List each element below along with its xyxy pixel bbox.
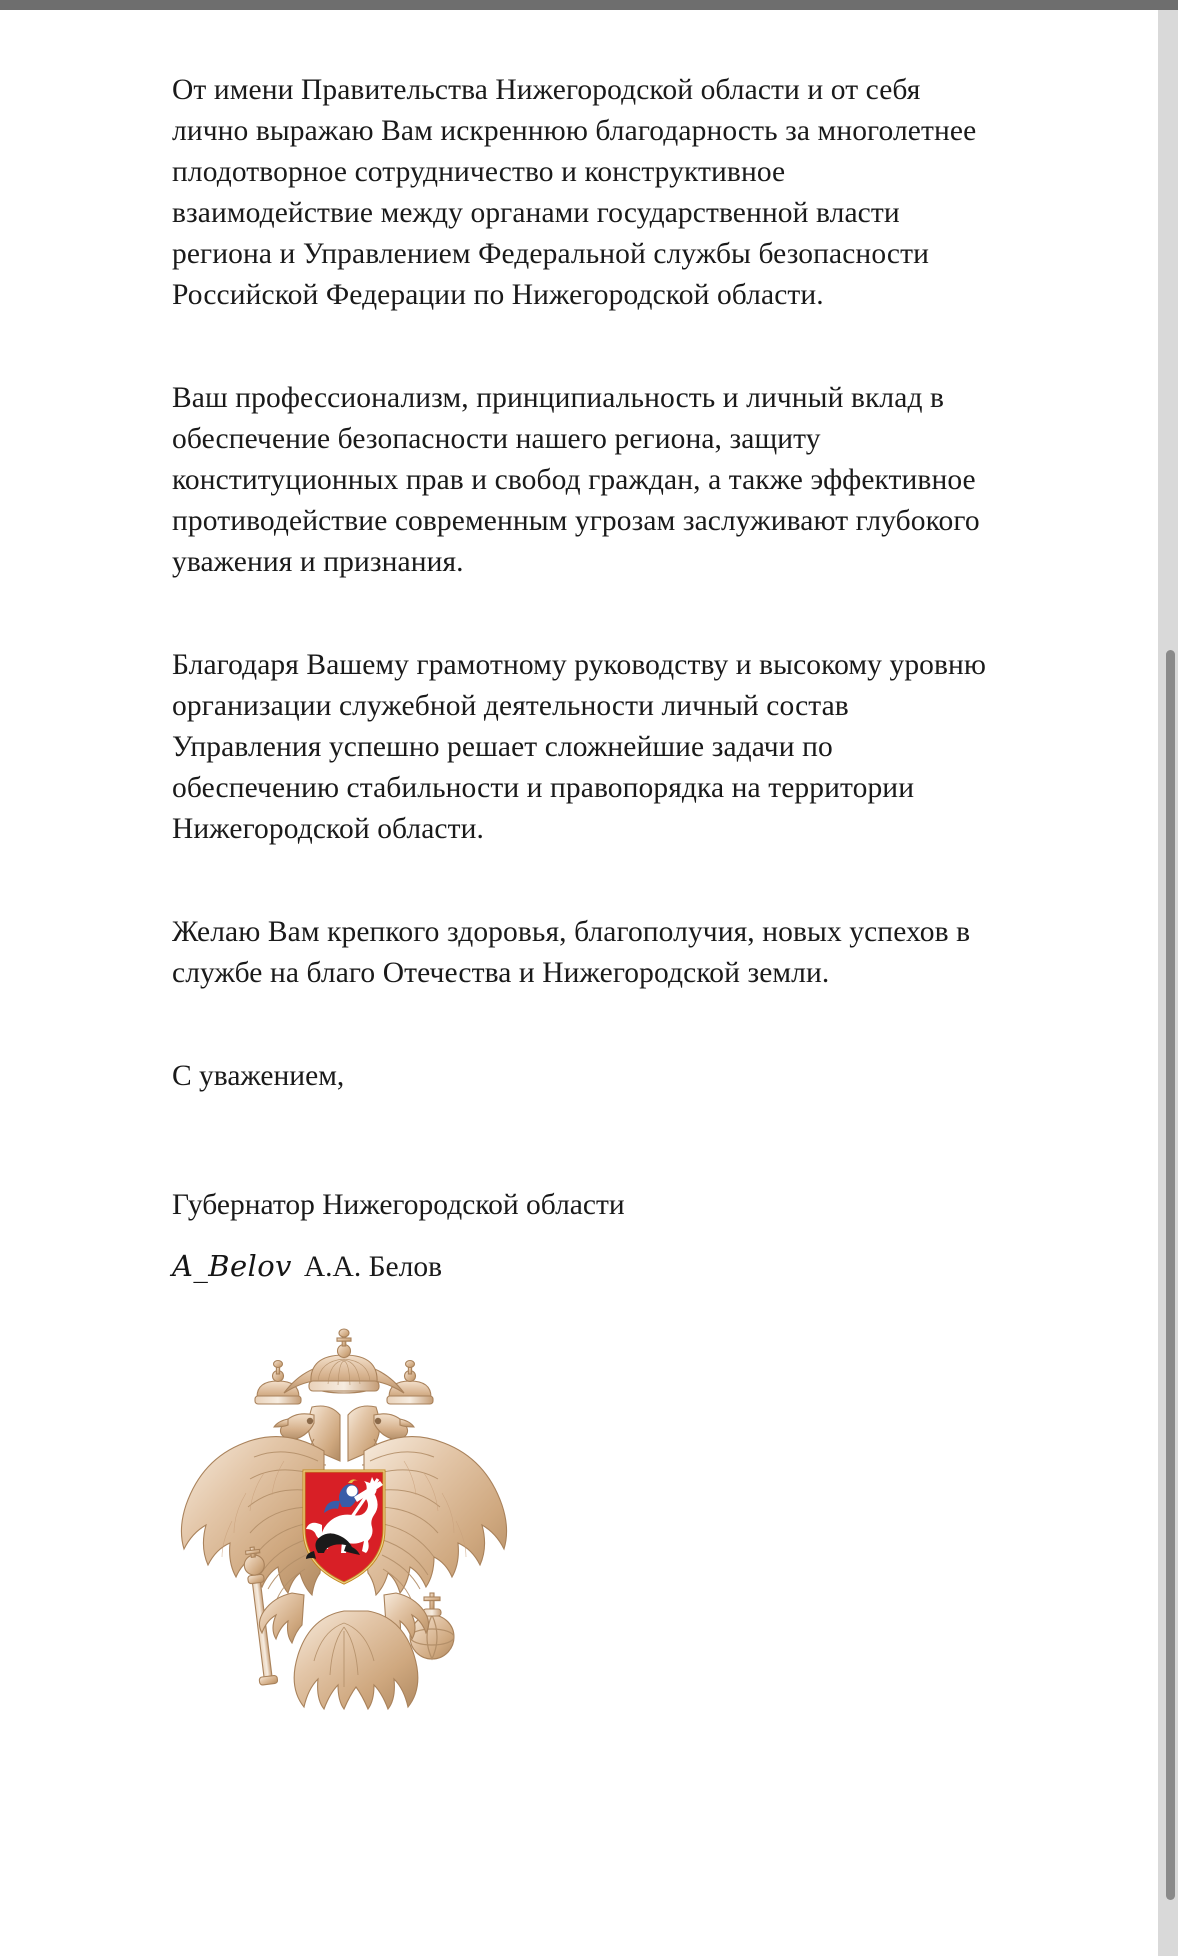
document-page (0, 10, 1158, 1956)
paragraph-4: Желаю Вам крепкого здоровья, благополучия, новых успехов в службе на благо Отечества и Нижегородской земли. (172, 916, 978, 989)
signature-line (172, 1244, 998, 1289)
paragraph-1: От имени Правительства Нижегородской области и от себя лично выражаю Вам искреннюю благодарность за многолетнее плодотворное сотрудничество и конструктивное взаимодействие между органами государственной власти региона и Управлением Федеральной службы безопасности Российской Федерации по Нижегородской области. (172, 74, 984, 311)
signature-role: Губернатор Нижегородской области (172, 1189, 625, 1221)
russian-coat-of-arms-icon (164, 1311, 524, 1711)
vertical-scrollbar-track[interactable] (1158, 10, 1178, 1956)
closing-line: С уважением, (172, 1060, 345, 1092)
handwritten-signature: A_Belov (172, 1249, 292, 1283)
vertical-scrollbar-thumb[interactable] (1166, 650, 1175, 1900)
signature-name: А.А. Белов (303, 1251, 443, 1283)
document-body (0, 10, 1158, 1751)
top-status-bar (0, 0, 1178, 10)
paragraph-3: Благодаря Вашему грамотному руководству и высокому уровню организации служебной деятельности личный состав Управления успешно решает сложнейшие задачи по обеспечению стабильности и правопорядка на территории Нижегородской области. (172, 649, 994, 845)
paragraph-2: Ваш профессионализм, принципиальность и личный вклад в обеспечение безопасности нашего региона, защиту конституционных прав и свобод граждан, а также эффективное противодействие современным угрозам заслуживают глубокого уважения и признания. (172, 382, 988, 578)
